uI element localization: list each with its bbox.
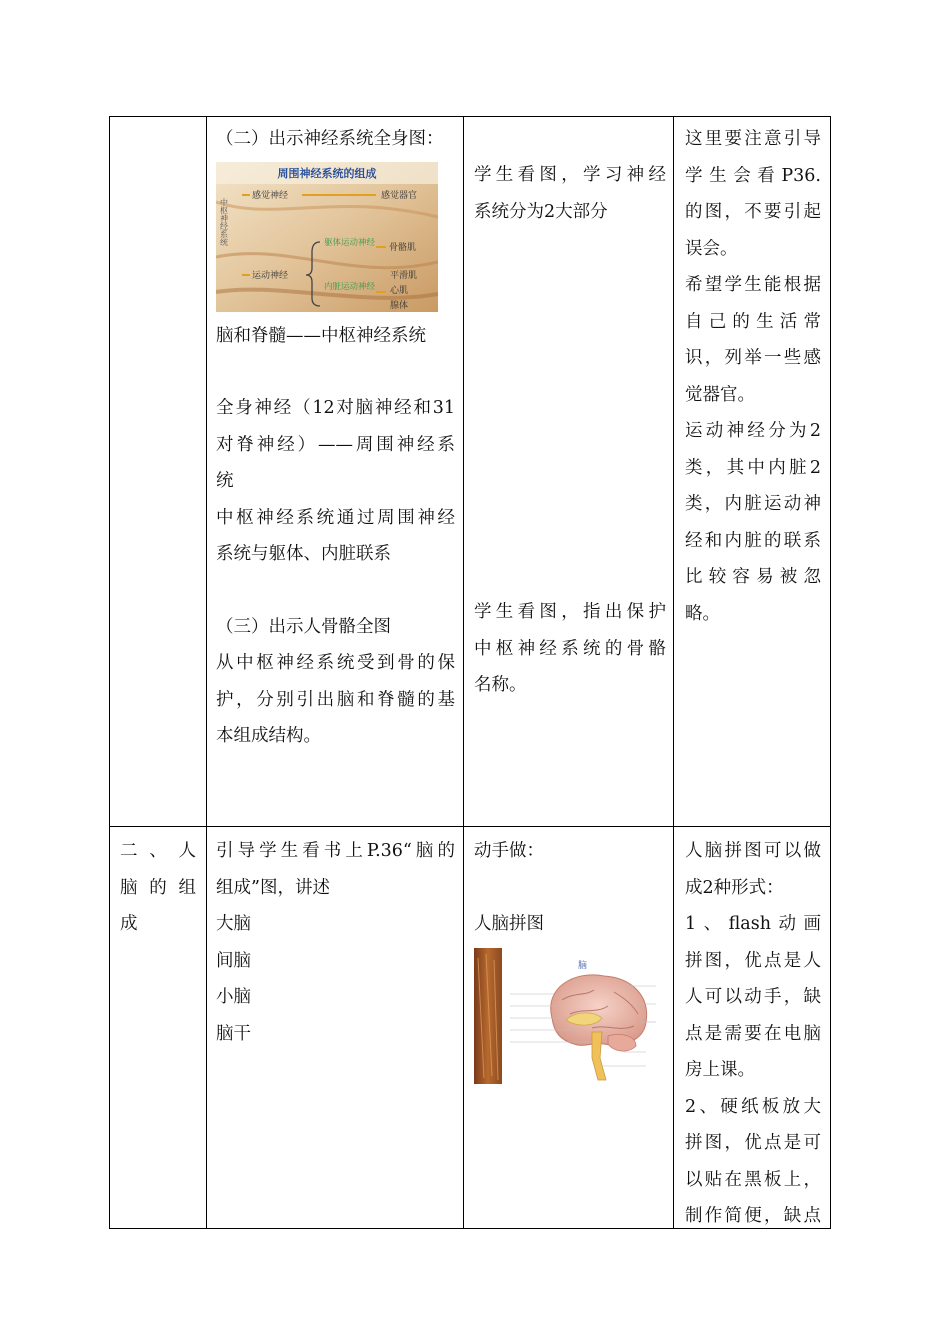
brain-part-item: 脑干 — [216, 1023, 251, 1044]
brain-spine-text: 脑和脊髓——中枢神经系统 — [216, 325, 426, 346]
note-line: 误会。 — [685, 238, 738, 259]
note-line: 学生会看P36. — [685, 165, 821, 186]
note-line: 拼图，优点是可 — [685, 1133, 821, 1153]
note-line: 类，内脏运动神 — [685, 494, 821, 514]
note-line: 觉器官。 — [685, 384, 755, 405]
lesson-plan-table — [109, 116, 831, 1229]
note-line: 拼图，优点是人 — [685, 950, 821, 971]
student-activity-line: 名称。 — [474, 675, 527, 695]
step-title-line: 成 — [120, 914, 138, 934]
connection-text-line: 系统与躯体、内脏联系 — [216, 544, 391, 564]
puzzle-label: 人脑拼图 — [474, 913, 544, 934]
note-line: 1、flash动画 — [685, 914, 821, 934]
note-line: 的图，不要引起 — [685, 202, 821, 222]
row-divider — [110, 826, 830, 827]
column-divider — [463, 117, 464, 1228]
student-activity-line: 系统分为2大部分 — [474, 201, 608, 222]
column-divider — [206, 117, 207, 1228]
row1-content-cell — [216, 121, 455, 755]
activity-label: 动手做： — [474, 841, 544, 861]
skeleton-text-line: 从中枢神经系统受到骨的保 — [216, 653, 455, 673]
note-line: 人可以动手，缺 — [685, 987, 821, 1007]
student-activity-line: 学生看图，学习神经 — [474, 165, 666, 185]
row2-notes-cell — [685, 833, 821, 1235]
section-title-nervous-system: （二）出示神经系统全身图： — [216, 129, 444, 149]
note-line: 自己的生活常 — [685, 311, 821, 332]
skeleton-text-line: 护，分别引出脑和脊髓的基 — [216, 689, 455, 710]
brain-part-item: 大脑 — [216, 914, 251, 934]
note-line: 房上课。 — [685, 1060, 755, 1080]
note-line: 点是需要在电脑 — [685, 1023, 821, 1044]
figure-title: 周围神经系统的组成 — [277, 166, 377, 180]
step-title-line: 脑的组 — [120, 877, 196, 898]
skeleton-title: （三）出示人骨骼全图 — [216, 616, 391, 637]
student-activity-line: 学生看图，指出保护 — [474, 602, 666, 622]
note-line: 略。 — [685, 603, 720, 624]
connection-text-line: 中枢神经系统通过周围神经 — [216, 507, 455, 528]
note-line: 识，列举一些感 — [685, 348, 821, 368]
note-line: 以贴在黑板上， — [685, 1169, 821, 1190]
note-line: 人脑拼图可以做 — [685, 841, 821, 861]
note-line: 希望学生能根据 — [685, 275, 821, 295]
row2-student-cell — [474, 833, 666, 1090]
row1-student-cell-b — [474, 594, 666, 704]
peripheral-text-line: 对脊神经）——周围神经系 — [216, 434, 455, 455]
brain-part-item: 间脑 — [216, 950, 251, 971]
note-line: 运动神经分为2 — [685, 421, 821, 441]
note-line: 类，其中内脏2 — [685, 457, 821, 478]
row2-content-cell — [216, 833, 455, 1052]
note-line: 这里要注意引导 — [685, 129, 821, 149]
note-line: 成2种形式： — [685, 877, 784, 898]
figure-label-somatic-motor: 躯体运动神经 — [324, 237, 376, 248]
intro-line: 引导学生看书上P.36“脑的 — [216, 841, 455, 861]
figure-label-motor-nerve: 运动神经 — [252, 270, 289, 281]
peripheral-nervous-system-figure — [216, 162, 438, 312]
column-divider — [673, 117, 674, 1228]
figure-label-cardiac-muscle: 心肌 — [390, 285, 409, 296]
skeleton-text-line: 本组成结构。 — [216, 726, 321, 746]
row2-step-cell — [120, 833, 196, 943]
figure-label-skeletal-muscle: 骨骼肌 — [389, 242, 417, 253]
peripheral-text-line: 全身神经（12对脑神经和31 — [216, 398, 455, 418]
note-line: 制作简便，缺点 — [685, 1206, 821, 1226]
student-activity-line: 中枢神经系统的骨骼 — [474, 638, 666, 659]
note-line: 比较容易被忽 — [685, 567, 821, 587]
row1-student-cell-a — [474, 157, 666, 230]
brain-figure-title: 脑 — [578, 961, 588, 971]
figure-label-central: 中枢神经系统 — [219, 197, 229, 246]
brain-diagram-figure — [474, 948, 660, 1084]
brain-part-item: 小脑 — [216, 987, 251, 1007]
intro-line: 组成”图，讲述 — [216, 877, 330, 898]
figure-label-sensory-nerve: 感觉神经 — [252, 190, 289, 201]
figure-label-sense-organ: 感觉器官 — [381, 190, 418, 201]
note-line: 2、硬纸板放大 — [685, 1096, 821, 1117]
figure-label-gland: 腺体 — [390, 300, 409, 311]
row1-notes-cell — [685, 121, 821, 632]
step-title-line: 二、人 — [120, 841, 196, 861]
figure-label-smooth-muscle: 平滑肌 — [390, 270, 418, 281]
note-line: 经和内脏的联系 — [685, 530, 821, 551]
peripheral-text-line: 统 — [216, 471, 234, 491]
figure-label-visceral-motor: 内脏运动神经 — [324, 281, 376, 292]
